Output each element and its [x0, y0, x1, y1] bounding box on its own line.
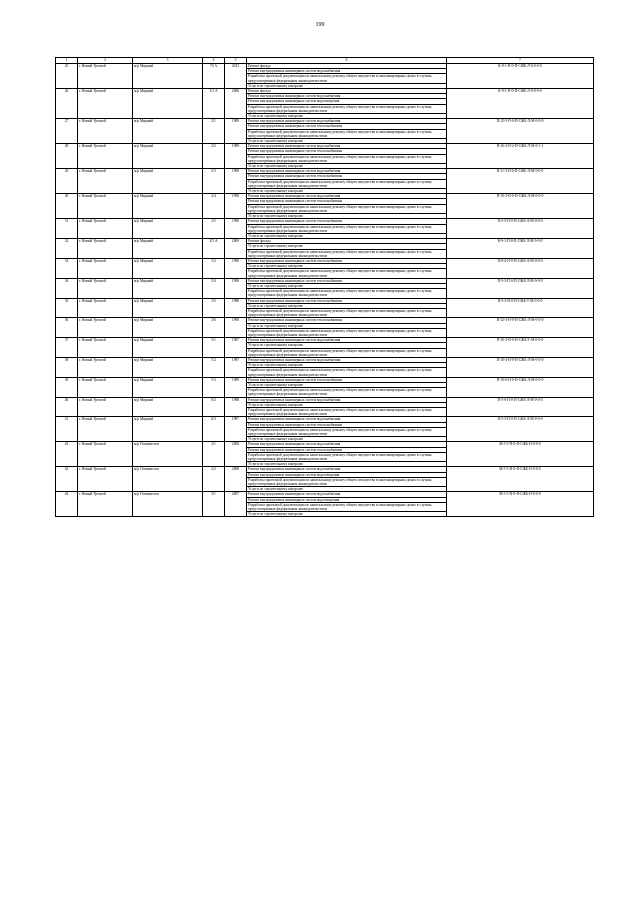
- work-item: Ремонт внутридомовых инженерных систем водоснабжения: [247, 417, 446, 422]
- row-code: П-11-3-П-0-П-СЖБ-Л-М-0-0-0: [447, 169, 594, 194]
- row-year: 2006: [225, 89, 247, 119]
- row-code: П-5-6-П-0-П-СЖБ-Л-М-0-0-0: [447, 397, 594, 417]
- work-item: Ремонт внутридомовых инженерных систем теплоснабжения: [247, 378, 446, 383]
- row-code: П-16-2-П-2-П-СЖБ-Л-М-0-1-1: [447, 144, 594, 169]
- work-item: Разработка проектной документации по капитальному ремонту общего имущества в многоквартирных домах в случаях, предусмотренных федеральным законодательством: [248, 388, 433, 397]
- work-item: Разработка проектной документации по капитальному ремонту общего имущества в многоквартирных домах в случаях, предусмотренных федеральным законодательством: [247, 180, 446, 189]
- row-code: М-5-5-П-0-П-СЖБ-П-0-0-0: [447, 467, 594, 492]
- row-code: П-10-3-П-0-П-СЖБ-Л-М-0-0-0: [447, 194, 594, 219]
- row-district: м/р Мирный: [133, 119, 203, 144]
- row-works: [247, 239, 447, 259]
- row-year: 2007: [225, 492, 247, 517]
- row-house: 2/4: [203, 194, 225, 219]
- work-item: Ремонт внутридомовых инженерных систем водоснабжения: [247, 119, 446, 124]
- row-code: П-5-3-П-0-П-СЖБ-Л-М-0-0-0: [447, 417, 594, 442]
- row-city: г. Новый Уренгой: [78, 357, 133, 377]
- table-row: [56, 258, 594, 278]
- row-number: 44: [56, 492, 78, 517]
- row-house: 2/2: [203, 467, 225, 492]
- work-item: Ремонт внутридомовых инженерных систем теплоснабжения: [247, 299, 446, 304]
- table-row: [56, 397, 594, 417]
- row-city: г. Новый Уренгой: [78, 467, 133, 492]
- row-number: 31: [56, 219, 78, 239]
- row-works: [247, 298, 447, 318]
- row-house: 3/3 А: [203, 89, 225, 119]
- work-item: Разработка проектной документации по капитальному ремонту общего имущества в многоквартирных домах в случаях, предусмотренных федеральным законодательством: [248, 289, 433, 298]
- row-district: м/р Мирный: [133, 169, 203, 194]
- work-item: Услуги по строительному контролю: [247, 343, 446, 348]
- row-district: м/р Мирный: [133, 239, 203, 259]
- work-item: Ремонт внутридомовых инженерных систем теплоснабжения: [247, 279, 446, 284]
- row-works: [247, 492, 447, 517]
- row-district: м/р Оптимистов: [133, 467, 203, 492]
- row-city: г. Новый Уренгой: [78, 318, 133, 338]
- repair-table: [55, 57, 594, 517]
- row-house: 6/2: [203, 397, 225, 417]
- work-item: Ремонт внутридомовых инженерных систем водоснабжения: [247, 338, 446, 343]
- work-item: Разработка проектной документации по капитальному ремонту общего имущества в многоквартирных домах в случаях, предусмотренных федеральным законодательством: [247, 503, 446, 512]
- row-district: м/р Мирный: [133, 357, 203, 377]
- row-house: 3/5: [203, 298, 225, 318]
- table-row: [56, 219, 594, 239]
- row-city: г. Новый Уренгой: [78, 442, 133, 467]
- table-row: [56, 318, 594, 338]
- work-item: Услуги по строительному контролю: [248, 233, 304, 238]
- work-item: Услуги по строительному контролю: [247, 383, 446, 388]
- work-item: Услуги по строительному контролю: [247, 264, 446, 269]
- work-item: Услуги по строительному контролю: [247, 284, 446, 289]
- work-item: Разработка проектной документации по капитальному ремонту общего имущества в многоквартирных домах в случаях, предусмотренных федеральным законодательством: [247, 225, 446, 234]
- table-row: [56, 89, 594, 119]
- work-item: Ремонт внутридомовых инженерных систем теплоснабжения: [247, 219, 446, 224]
- row-district: м/р Мирный: [133, 298, 203, 318]
- row-district: м/р Мирный: [133, 258, 203, 278]
- row-code: П-5-3-П-0-П-СЖБ-Л-М-0-0-0: [447, 278, 594, 298]
- row-year: 1990: [225, 219, 247, 239]
- row-code: М-5-5-П-0-П-СЖБ-П-0-0-0: [447, 492, 594, 517]
- work-item: Ремонт внутридомовых инженерных систем водоснабжения: [247, 467, 446, 472]
- row-year: 1990: [225, 278, 247, 298]
- work-item: Услуги по строительному контролю: [248, 114, 304, 119]
- row-number: 36: [56, 318, 78, 338]
- row-works: [247, 377, 447, 397]
- row-year: 2008: [225, 442, 247, 467]
- header-cell: 6: [247, 58, 447, 64]
- row-house: 6/3: [203, 417, 225, 442]
- row-city: г. Новый Уренгой: [78, 219, 133, 239]
- work-item: Ремонт внутридомовых инженерных систем водоснабжения: [247, 169, 446, 174]
- header-cell: 7: [447, 58, 594, 64]
- row-district: м/р Мирный: [133, 377, 203, 397]
- header-cell: 1: [56, 58, 78, 64]
- work-item: Ремонт внутридомовых инженерных систем водоснабжения: [247, 194, 446, 199]
- row-district: м/р Мирный: [133, 397, 203, 417]
- row-works: [247, 442, 447, 467]
- work-item: Услуги по строительному контролю: [248, 487, 304, 492]
- header-cell: 2: [78, 58, 133, 64]
- table-row: [56, 357, 594, 377]
- row-works: [247, 397, 447, 417]
- row-number: 35: [56, 298, 78, 318]
- row-code: П-12-5-П-0-П-СЖБ-Л-М-0-0-0: [447, 119, 594, 144]
- row-works: [247, 417, 447, 442]
- row-works: [247, 357, 447, 377]
- row-year: 1988: [225, 397, 247, 417]
- work-item: Ремонт внутридомовых инженерных систем теплоснабжения: [247, 259, 446, 264]
- work-item: Разработка проектной документации по капитальному ремонту общего имущества в многоквартирных домах в случаях, предусмотренных федеральным законодательством: [247, 155, 446, 164]
- row-house: 2/1: [203, 119, 225, 144]
- table-row: [56, 338, 594, 358]
- row-district: м/р Мирный: [133, 64, 203, 89]
- row-city: г. Новый Уренгой: [78, 298, 133, 318]
- row-house: 5/3: [203, 377, 225, 397]
- row-city: г. Новый Уренгой: [78, 239, 133, 259]
- work-item: Услуги по строительному контролю: [248, 164, 304, 169]
- row-year: 1989: [225, 119, 247, 144]
- row-district: м/р Мирный: [133, 278, 203, 298]
- work-item: Разработка проектной документации по капитальному ремонту общего имущества в многоквартирных домах в случаях, предусмотренных федеральным законодательством: [248, 328, 433, 337]
- work-item: Услуги по строительному контролю: [248, 83, 304, 88]
- row-code: К-9-1-П-0-П-СЖБ-Л-М-0-0-0: [447, 239, 594, 259]
- row-works: [247, 219, 447, 239]
- row-code: П-5-5-П-0-П-СЖБ-Л-М-0-0-0: [447, 219, 594, 239]
- row-house: 5/1: [203, 338, 225, 358]
- row-number: 32: [56, 239, 78, 259]
- row-works: [247, 467, 447, 492]
- row-district: м/р Мирный: [133, 417, 203, 442]
- row-number: 41: [56, 417, 78, 442]
- row-house: 2/1: [203, 442, 225, 467]
- row-city: г. Новый Уренгой: [78, 194, 133, 219]
- row-city: г. Новый Уренгой: [78, 338, 133, 358]
- work-item: Услуги по строительному контролю: [247, 304, 446, 309]
- row-works: [247, 144, 447, 169]
- row-number: 43: [56, 467, 78, 492]
- row-number: 25: [56, 64, 78, 89]
- work-item: Разработка проектной документации по капитальному ремонту общего имущества в многоквартирных домах в случаях, предусмотренных федеральным законодательством: [248, 249, 433, 258]
- row-city: г. Новый Уренгой: [78, 397, 133, 417]
- row-number: 33: [56, 258, 78, 278]
- row-code: П-10-3-П-0-П-СЖБ-Т-М-0-0-0: [447, 338, 594, 358]
- work-item: Услуги по строительному контролю: [248, 214, 304, 219]
- row-house: 3/1: [203, 492, 225, 517]
- row-year: 1990: [225, 169, 247, 194]
- row-house: 5/2: [203, 357, 225, 377]
- work-item: Ремонт внутридомовых инженерных систем теплоснабжения: [247, 149, 446, 154]
- row-works: [247, 119, 447, 144]
- row-house: 3/6: [203, 318, 225, 338]
- row-house: 2/3: [203, 169, 225, 194]
- work-item: Ремонт внутридомовых инженерных систем водоснабжения: [247, 69, 446, 74]
- work-item: Ремонт внутридомовых инженерных систем водоснабжения: [247, 144, 446, 149]
- row-number: 27: [56, 119, 78, 144]
- work-item: Ремонт внутридомовых инженерных систем водоотведения: [247, 473, 446, 478]
- row-code: П-10-6-П-0-П-СЖБ-Л-М-0-0-0: [447, 377, 594, 397]
- row-works: [247, 89, 447, 119]
- row-number: 26: [56, 89, 78, 119]
- work-item: Ремонт внутридомовых инженерных систем теплоснабжения: [247, 318, 446, 323]
- row-district: м/р Оптимистов: [133, 442, 203, 467]
- row-city: г. Новый Уренгой: [78, 417, 133, 442]
- row-city: г. Новый Уренгой: [78, 377, 133, 397]
- work-item: Услуги по строительному контролю: [247, 244, 446, 249]
- row-district: м/р Мирный: [133, 338, 203, 358]
- work-item: Разработка проектной документации по капитальному ремонту общего имущества в многоквартирных домах в случаях, предусмотренных федеральным законодательством: [247, 74, 446, 83]
- work-item: Ремонт внутридомовых инженерных систем водоснабжения: [247, 398, 446, 403]
- work-item: Ремонт фасада: [247, 89, 446, 94]
- table-row: [56, 169, 594, 194]
- work-item: Разработка проектной документации по капитальному ремонту общего имущества в многоквартирных домах в случаях, предусмотренных федеральным законодательством: [248, 408, 433, 417]
- work-item: Разработка проектной документации по капитальному ремонту общего имущества в многоквартирных домах в случаях, предусмотренных федеральным законодательством: [247, 130, 446, 139]
- work-item: Разработка проектной документации по капитальному ремонту общего имущества в многоквартирных домах в случаях, предусмотренных федеральным законодательством: [247, 453, 446, 462]
- row-city: г. Новый Уренгой: [78, 144, 133, 169]
- work-item: Разработка проектной документации по капитальному ремонту общего имущества в многоквартирных домах в случаях, предусмотренных федеральным законодательством: [248, 308, 433, 318]
- row-house: 7б А: [203, 64, 225, 89]
- row-district: м/р Мирный: [133, 318, 203, 338]
- work-item: Услуги по строительному контролю: [248, 462, 304, 467]
- row-works: [247, 258, 447, 278]
- row-year: 1987: [225, 338, 247, 358]
- row-number: 42: [56, 442, 78, 467]
- table-row: [56, 194, 594, 219]
- page-number: 199: [315, 22, 325, 28]
- table-row: [56, 64, 594, 89]
- row-district: м/р Оптимистов: [133, 492, 203, 517]
- row-works: [247, 278, 447, 298]
- row-district: м/р Мирный: [133, 219, 203, 239]
- row-works: [247, 169, 447, 194]
- row-city: г. Новый Уренгой: [78, 89, 133, 119]
- row-code: П-9-4-П-0-П-СЖБ-Л-М-0-0-0: [447, 258, 594, 278]
- row-district: м/р Мирный: [133, 89, 203, 119]
- table-row: [56, 298, 594, 318]
- work-item: Ремонт внутридомовых инженерных систем водоснабжения: [247, 442, 446, 447]
- work-item: Ремонт внутридомовых инженерных систем водоотведения: [247, 498, 446, 503]
- row-city: г. Новый Уренгой: [78, 278, 133, 298]
- row-code: К-9-1-П-0-П-СЖБ-Л-0-0-0-0: [447, 89, 594, 119]
- row-year: 1987: [225, 417, 247, 442]
- row-district: м/р Мирный: [133, 144, 203, 169]
- row-year: 1989: [225, 377, 247, 397]
- row-works: [247, 338, 447, 358]
- work-item: Ремонт фасада: [247, 239, 446, 244]
- row-number: 34: [56, 278, 78, 298]
- row-code: М-5-5-П-0-П-СЖБ-П-0-0-0: [447, 442, 594, 467]
- work-item: Ремонт фасада: [247, 64, 446, 69]
- work-item: Ремонт внутридомовых инженерных систем водоснабжения: [247, 94, 446, 99]
- row-house: 3/2: [203, 258, 225, 278]
- work-item: Услуги по строительному контролю: [248, 512, 304, 517]
- table-row: [56, 442, 594, 467]
- work-item: Ремонт внутридомовых инженерных систем теплоснабжения: [247, 423, 446, 428]
- row-number: 30: [56, 194, 78, 219]
- table-row: [56, 492, 594, 517]
- work-item: Ремонт внутридомовых инженерных систем теплоснабжения: [247, 448, 446, 453]
- row-year: 1990: [225, 318, 247, 338]
- row-code: П-5-3-П-0-П-СЖБ-Т-М-0-0-0: [447, 298, 594, 318]
- work-item: Разработка проектной документации по капитальному ремонту общего имущества в многоквартирных домах в случаях, предусмотренных федеральным законодательством: [247, 205, 446, 214]
- row-year: 2008: [225, 467, 247, 492]
- header-cell: 3: [133, 58, 203, 64]
- row-code: П-12-3-П-0-П-СЖБ-Л-М-0-0-0: [447, 318, 594, 338]
- row-works: [247, 64, 447, 89]
- row-city: г. Новый Уренгой: [78, 119, 133, 144]
- row-code: К-9-1-П-0-П-СЖБ-Л-0-0-0-0: [447, 64, 594, 89]
- table-row: [56, 239, 594, 259]
- table-row: [56, 467, 594, 492]
- row-house: 2/5 А: [203, 239, 225, 259]
- table-row: [56, 278, 594, 298]
- header-cell: 5: [225, 58, 247, 64]
- row-year: 1990: [225, 258, 247, 278]
- table-row: [56, 417, 594, 442]
- work-item: Разработка проектной документации по капитальному ремонту общего имущества в многоквартирных домах в случаях, предусмотренных федеральным законодательством: [248, 348, 433, 357]
- table-row: [56, 119, 594, 144]
- row-city: г. Новый Уренгой: [78, 492, 133, 517]
- work-item: Ремонт внутридомовых инженерных систем теплоснабжения: [247, 124, 446, 129]
- work-item: Услуги по строительному контролю: [248, 437, 304, 442]
- row-city: г. Новый Уренгой: [78, 258, 133, 278]
- row-house: 2/2: [203, 144, 225, 169]
- work-item: Услуги по строительному контролю: [247, 403, 446, 408]
- row-number: 28: [56, 144, 78, 169]
- row-works: [247, 318, 447, 338]
- work-item: Ремонт внутридомовых инженерных систем водоснабжения: [247, 358, 446, 363]
- table-row: [56, 377, 594, 397]
- row-district: м/р Мирный: [133, 194, 203, 219]
- work-item: Ремонт внутридомовых инженерных систем теплоснабжения: [247, 174, 446, 179]
- work-item: Разработка проектной документации по капитальному ремонту общего имущества в многоквартирных домах в случаях, предусмотренных федеральным законодательством: [248, 368, 433, 377]
- work-item: Услуги по строительному контролю: [247, 324, 446, 329]
- row-year: 1989: [225, 144, 247, 169]
- work-item: Услуги по строительному контролю: [248, 139, 304, 144]
- work-item: Разработка проектной документации по капитальному ремонту общего имущества в многоквартирных домах в случаях, предусмотренных федеральным законодательством: [247, 105, 446, 114]
- work-item: Услуги по строительному контролю: [248, 189, 304, 194]
- work-item: Разработка проектной документации по капитальному ремонту общего имущества в многоквартирных домах в случаях, предусмотренных федеральным законодательством: [247, 478, 446, 487]
- work-item: Разработка проектной документации по капитальному ремонту общего имущества в многоквартирных домах в случаях, предусмотренных федеральным законодательством: [247, 428, 446, 437]
- header-cell: 4: [203, 58, 225, 64]
- row-city: г. Новый Уренгой: [78, 169, 133, 194]
- row-number: 38: [56, 357, 78, 377]
- row-number: 39: [56, 377, 78, 397]
- row-house: 3/4: [203, 278, 225, 298]
- row-city: г. Новый Уренгой: [78, 64, 133, 89]
- row-code: П-10-4-П-0-П-СЖБ-Л-М-0-0-0: [447, 357, 594, 377]
- row-number: 29: [56, 169, 78, 194]
- row-year: 1987: [225, 357, 247, 377]
- row-number: 40: [56, 397, 78, 417]
- row-number: 37: [56, 338, 78, 358]
- row-year: 2009: [225, 239, 247, 259]
- work-item: Услуги по строительному контролю: [247, 363, 446, 368]
- work-item: Ремонт внутридомовых инженерных систем теплоснабжения: [247, 199, 446, 204]
- row-house: 2/5: [203, 219, 225, 239]
- table-row: [56, 144, 594, 169]
- work-item: Ремонт внутридомовых инженерных систем водоснабжения: [247, 492, 446, 497]
- row-year: 1990: [225, 194, 247, 219]
- row-works: [247, 194, 447, 219]
- work-item: Ремонт внутридомовых инженерных систем водоотведения: [247, 99, 446, 104]
- work-item: Разработка проектной документации по капитальному ремонту общего имущества в многоквартирных домах в случаях, предусмотренных федеральным законодательством: [248, 269, 433, 278]
- row-year: 1988: [225, 298, 247, 318]
- row-year: 2013: [225, 64, 247, 89]
